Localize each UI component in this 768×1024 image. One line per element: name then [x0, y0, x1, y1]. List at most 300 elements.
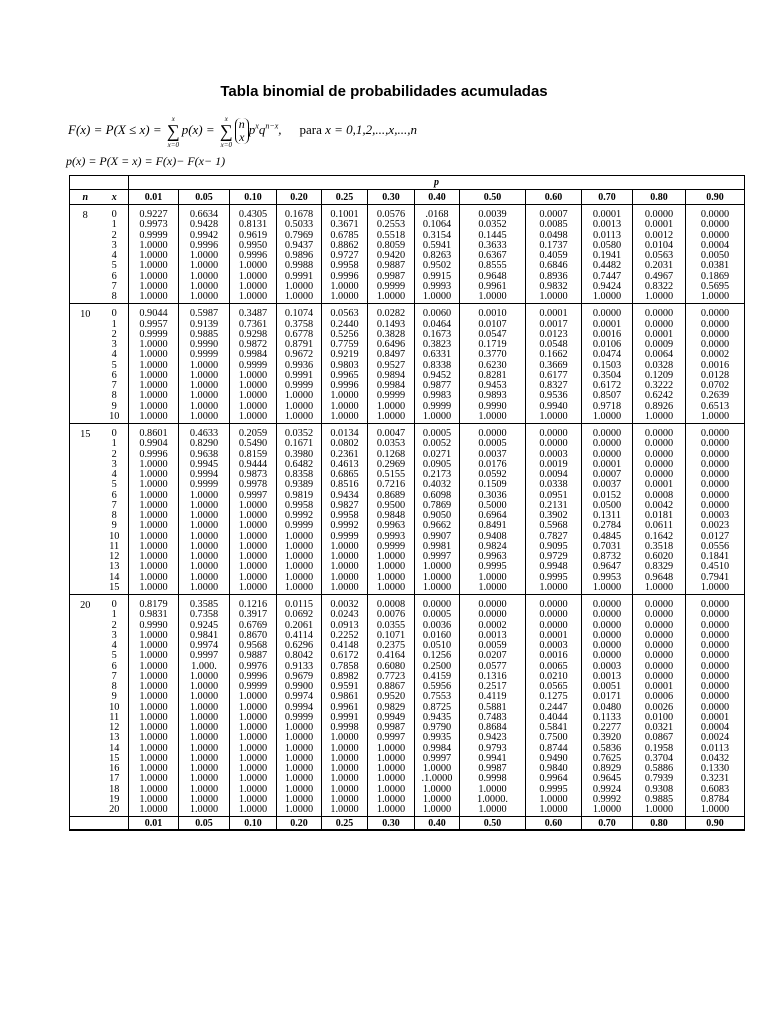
prob-column: [686, 304, 745, 424]
prob-value: 0.8322: [644, 280, 674, 292]
prob-value: 0.9444: [238, 458, 268, 470]
prob-value: 0.9998: [478, 773, 507, 785]
prob-column: [129, 424, 179, 595]
footer-p-1: 0.05: [179, 817, 230, 831]
prob-value: 1.0000: [139, 390, 168, 402]
prob-value: 1.0000: [330, 804, 359, 815]
prob-value: 1.0000: [139, 510, 168, 521]
prob-value: 0.3518: [644, 540, 674, 552]
prob-value: 0.0592: [478, 469, 507, 480]
prob-value: 1.0000: [330, 773, 359, 785]
prob-value: 1.0000: [189, 510, 219, 521]
prob-value: 0.9961: [478, 280, 507, 292]
prob-value: 0.3222: [644, 380, 674, 391]
prob-value: 0.0026: [644, 701, 674, 713]
prob-value: 0.0000: [592, 599, 622, 610]
prob-value: 0.0037: [478, 448, 507, 460]
prob-value: 0.2440: [330, 318, 359, 330]
prob-column: [582, 595, 633, 817]
prob-value: 1.0000: [189, 260, 219, 272]
prob-value: 1.0000: [189, 280, 219, 292]
prob-value: 0.0352: [284, 428, 314, 439]
prob-value: 0.8926: [644, 400, 674, 412]
table-block-n-8: [70, 205, 745, 304]
prob-value: 1.0000: [189, 499, 219, 511]
prob-value: 0.9829: [376, 701, 406, 713]
prob-value: 1.0000: [238, 711, 268, 723]
prob-value: 1.0000: [189, 763, 219, 774]
prob-value: 0.9993: [376, 530, 406, 542]
prob-value: 0.9638: [189, 448, 219, 460]
x-value: 15: [109, 752, 120, 764]
prob-value: 0.0001: [592, 209, 622, 220]
x-value: 4: [111, 250, 117, 261]
prob-value: 0.0000: [592, 308, 622, 320]
x-value: 5: [111, 650, 117, 662]
prob-value: 0.8491: [478, 520, 507, 532]
x-value: 5: [111, 479, 117, 491]
prob-value: 0.0001: [644, 681, 674, 692]
prob-value: 0.0000: [700, 609, 730, 621]
prob-value: 0.0000: [644, 308, 674, 320]
prob-value: 0.4482: [592, 260, 622, 272]
prob-value: 0.6846: [539, 260, 568, 272]
prob-value: 0.9984: [376, 380, 406, 391]
prob-value: 0.0000: [700, 339, 730, 350]
prob-value: 0.8281: [478, 369, 507, 381]
prob-value: 0.3823: [422, 339, 452, 350]
prob-value: 1.0000: [284, 291, 314, 302]
prob-value: 1.0000: [422, 793, 452, 805]
prob-value: 0.0059: [478, 640, 507, 651]
prob-value: 1.0000: [189, 380, 219, 391]
prob-value: 0.0498: [539, 229, 568, 241]
prob-value: 0.9994: [284, 701, 314, 713]
prob-value: 1.0000: [700, 804, 730, 815]
prob-value: 1.0000: [189, 701, 219, 713]
prob-value: 1.0000: [330, 390, 359, 402]
prob-value: 0.1493: [376, 318, 406, 330]
prob-value: 0.1673: [422, 328, 452, 340]
prob-value: 1.0000: [189, 581, 219, 593]
prob-value: 1.0000: [330, 742, 359, 754]
prob-value: 1.0000: [139, 571, 168, 583]
prob-value: 0.0134: [330, 428, 359, 439]
prob-value: 0.9990: [139, 619, 168, 631]
prob-value: 0.9990: [189, 339, 219, 350]
prob-value: 0.3487: [238, 308, 268, 320]
prob-value: 1.0000: [376, 763, 406, 774]
prob-value: 1.0000: [139, 499, 168, 511]
prob-value: 0.0000: [644, 619, 674, 631]
prob-value: 1.0000: [284, 390, 314, 402]
header-p-10: 0.80: [633, 190, 686, 205]
prob-column: [526, 205, 582, 304]
prob-value: 1.0000: [238, 390, 268, 402]
prob-column: [179, 205, 230, 304]
prob-value: 0.8042: [284, 650, 314, 662]
prob-value: 1.0000: [592, 410, 622, 422]
prob-value: 0.0000: [539, 428, 568, 439]
prob-value: 0.2131: [539, 499, 568, 511]
prob-value: 1.0000.: [477, 793, 508, 805]
prob-value: 0.9995: [539, 783, 568, 795]
x-value: 4: [111, 469, 117, 480]
prob-value: 0.9894: [376, 369, 406, 381]
prob-value: 0.9958: [330, 510, 359, 521]
prob-value: 0.0611: [645, 520, 673, 532]
prob-value: 1.0000: [644, 804, 674, 815]
header-p-1: 0.05: [179, 190, 230, 205]
prob-value: 0.1941: [592, 250, 622, 261]
x-value: 11: [109, 540, 120, 552]
prob-value: 0.9729: [539, 551, 568, 562]
prob-value: 0.0181: [644, 510, 674, 521]
x-value: 3: [111, 239, 117, 251]
prob-value: 0.0000: [700, 629, 730, 641]
x-value: 14: [109, 571, 120, 583]
prob-value: 0.9987: [376, 722, 406, 733]
prob-value: 0.5695: [700, 280, 730, 292]
prob-value: 1.0000: [139, 280, 168, 292]
prob-value: 0.1001: [330, 209, 359, 220]
prob-value: 0.6083: [700, 783, 730, 795]
prob-value: 1.0000: [139, 701, 168, 713]
footer-p-10: 0.80: [633, 817, 686, 831]
prob-value: 0.9991: [284, 369, 314, 381]
prob-value: 1.0000: [139, 540, 168, 552]
prob-value: 0.4059: [539, 250, 568, 261]
prob-column: [460, 205, 526, 304]
prob-value: 0.8179: [139, 599, 168, 610]
prob-value: 0.4044: [539, 711, 568, 723]
x-value: 1: [111, 219, 117, 231]
prob-column: [322, 595, 368, 817]
prob-value: 0.0001: [592, 458, 622, 470]
prob-value: 0.0480: [592, 701, 622, 713]
prob-value: 0.0355: [376, 619, 406, 631]
prob-value: 0.4967: [644, 270, 674, 282]
prob-value: 0.9953: [592, 571, 622, 583]
prob-value: 0.9831: [139, 609, 168, 621]
prob-value: 0.0113: [701, 742, 729, 754]
prob-value: 1.0000: [139, 691, 168, 703]
prob-value: 0.6496: [376, 339, 406, 350]
prob-column: [129, 205, 179, 304]
prob-value: 1.0000: [139, 804, 168, 815]
prob-value: 0.9452: [422, 369, 452, 381]
prob-column: [179, 304, 230, 424]
prob-value: 0.9996: [139, 448, 168, 460]
prob-value: 0.5000: [478, 499, 507, 511]
x-value: 11: [109, 711, 120, 723]
x-value: 5: [111, 359, 117, 371]
prob-column: [415, 424, 460, 595]
x-value: 7: [111, 380, 117, 391]
prob-value: 0.9915: [422, 270, 452, 282]
prob-value: 1.0000: [376, 291, 406, 302]
prob-value: 1.0000: [139, 670, 168, 682]
prob-value: 1.0000: [139, 400, 168, 412]
prob-value: 0.9996: [238, 250, 268, 261]
footer-blank-x: [101, 817, 129, 831]
prob-column: [322, 424, 368, 595]
prob-value: 0.8732: [592, 551, 622, 562]
prob-value: 0.9907: [422, 530, 452, 542]
prob-column: [526, 304, 582, 424]
prob-value: 0.8725: [422, 701, 452, 713]
x-value: 4: [111, 349, 117, 361]
prob-value: 0.5256: [330, 328, 359, 340]
prob-value: 0.9997: [238, 489, 268, 501]
x-value: 20: [109, 804, 120, 815]
prob-value: 0.0085: [539, 219, 568, 231]
prob-value: 0.0321: [644, 722, 674, 733]
prob-value: 0.0060: [422, 308, 452, 320]
binomial-table: [69, 175, 745, 831]
prob-value: 1.0000: [139, 479, 168, 491]
prob-column: [460, 424, 526, 595]
prob-value: 0.9999: [238, 359, 268, 371]
prob-value: 1.0000: [422, 804, 452, 815]
prob-value: 1.0000: [238, 291, 268, 302]
prob-value: 0.0000: [700, 318, 730, 330]
x-value: 6: [111, 369, 117, 381]
prob-value: 0.5033: [284, 219, 314, 231]
prob-value: 1.0000: [422, 410, 452, 422]
prob-value: 0.9520: [376, 691, 406, 703]
prob-value: 0.0176: [478, 458, 507, 470]
prob-value: 0.9453: [478, 380, 507, 391]
prob-value: 1.0000: [539, 804, 568, 815]
prob-value: 0.9990: [478, 400, 507, 412]
prob-value: 1.0000: [284, 783, 314, 795]
prob-value: 0.9974: [284, 691, 314, 703]
prob-value: 0.6865: [330, 469, 359, 480]
prob-value: 1.0000: [284, 732, 314, 744]
prob-column: [277, 595, 322, 817]
prob-value: 1.0000: [139, 793, 168, 805]
prob-value: 0.3917: [238, 609, 268, 621]
prob-value: 0.5968: [539, 520, 568, 532]
prob-value: .1.0000: [421, 773, 453, 785]
prob-value: 0.7723: [376, 670, 406, 682]
prob-value: 0.0002: [700, 349, 730, 361]
prob-value: 0.6172: [330, 650, 359, 662]
prob-value: 0.9945: [189, 458, 219, 470]
block-n-value: 10: [70, 304, 101, 424]
x-value: 0: [111, 209, 117, 220]
prob-value: 0.9998: [330, 722, 359, 733]
prob-value: 0.8601: [139, 428, 168, 439]
prob-value: 1.0000: [238, 804, 268, 815]
prob-value: 0.6482: [284, 458, 314, 470]
prob-value: 0.9993: [422, 280, 452, 292]
prob-value: 0.9997: [422, 752, 452, 764]
prob-value: 0.0000: [700, 448, 730, 460]
prob-value: 0.9942: [189, 229, 219, 241]
prob-value: 1.0000: [284, 722, 314, 733]
prob-value: 0.4119: [478, 691, 507, 703]
prob-value: 0.0000: [539, 599, 568, 610]
prob-value: 0.9832: [539, 280, 568, 292]
prob-value: 1.0000: [422, 571, 452, 583]
prob-value: 0.0016: [592, 328, 622, 340]
prob-value: 0.0004: [700, 239, 730, 251]
prob-value: 0.9995: [539, 571, 568, 583]
prob-value: 0.1209: [644, 369, 674, 381]
prob-value: 0.0010: [478, 308, 507, 320]
prob-value: 0.9645: [592, 773, 622, 785]
prob-column: [277, 304, 322, 424]
prob-value: 0.9435: [422, 711, 452, 723]
prob-value: 0.8507: [592, 390, 622, 402]
prob-value: 0.0381: [700, 260, 730, 272]
prob-value: 0.9978: [238, 479, 268, 491]
prob-value: 0.9219: [330, 349, 359, 361]
prob-value: 0.3980: [284, 448, 314, 460]
prob-value: 1.0000: [422, 561, 452, 573]
prob-value: 0.9999: [422, 400, 452, 412]
prob-value: 0.9044: [139, 308, 168, 320]
prob-value: 0.0867: [644, 732, 674, 744]
prob-column: [526, 424, 582, 595]
prob-value: 1.0000: [376, 783, 406, 795]
prob-value: 1.0000: [539, 291, 568, 302]
prob-value: 0.0001: [539, 308, 568, 320]
prob-value: 1.0000: [139, 530, 168, 542]
prob-value: 0.8338: [422, 359, 452, 371]
prob-value: 0.8867: [376, 681, 406, 692]
header-n: n: [70, 190, 101, 205]
prob-column: [526, 595, 582, 817]
prob-value: 0.9672: [284, 349, 314, 361]
prob-value: 0.1719: [478, 339, 507, 350]
prob-value: 0.0000: [478, 428, 507, 439]
prob-value: 0.0000: [592, 619, 622, 631]
prob-value: 1.0000: [539, 793, 568, 805]
prob-value: 1.0000: [330, 400, 359, 412]
prob-value: 1.0000: [376, 793, 406, 805]
prob-value: 0.0000: [592, 428, 622, 439]
prob-value: 0.9999: [284, 380, 314, 391]
prob-value: 0.9095: [539, 540, 568, 552]
prob-value: 0.0000: [644, 609, 674, 621]
formula-px: p(x) =: [181, 121, 218, 137]
x-value: 9: [111, 520, 117, 532]
prob-value: 0.2784: [592, 520, 622, 532]
prob-value: 0.0024: [700, 732, 730, 744]
prob-value: 0.9940: [539, 400, 568, 412]
prob-value: 0.9999: [189, 479, 219, 491]
prob-value: 1.0000: [139, 270, 168, 282]
prob-value: 0.7858: [330, 660, 359, 672]
cumulative-formula: F(x) = P(X ≤ x) = ∑ x x=0 p(x) = ∑ x x=0 n $xp^xq^{n-x}$, para x = 0,1,2,...,x,...,n: [68, 114, 417, 149]
prob-value: 0.2031: [644, 260, 674, 272]
prob-value: 1.0000: [284, 400, 314, 412]
x-value: 1: [111, 318, 117, 330]
footer-p-9: 0.70: [582, 817, 633, 831]
prob-value: 0.9999: [376, 540, 406, 552]
prob-value: 0.9950: [238, 239, 268, 251]
prob-value: 1.0000: [238, 380, 268, 391]
prob-value: 1.0000: [284, 763, 314, 774]
prob-value: 0.9050: [422, 510, 452, 521]
x-value: 6: [111, 270, 117, 282]
x-value: 4: [111, 640, 117, 651]
prob-value: 1.000.: [191, 660, 217, 672]
header-p-11: 0.90: [686, 190, 745, 205]
prob-value: 0.6177: [539, 369, 568, 381]
prob-value: 1.0000: [139, 732, 168, 744]
x-value: 10: [109, 530, 120, 542]
prob-value: 0.9900: [284, 681, 314, 692]
prob-value: 1.0000: [539, 410, 568, 422]
prob-value: 1.0000: [238, 499, 268, 511]
prob-value: 0.9824: [478, 540, 507, 552]
prob-column: [633, 205, 686, 304]
x-value: 12: [109, 722, 120, 733]
prob-value: 1.0000: [376, 773, 406, 785]
prob-value: 0.0210: [539, 670, 568, 682]
prob-value: 0.0905: [422, 458, 452, 470]
prob-value: 0.0576: [376, 209, 406, 220]
header-p-7: 0.50: [460, 190, 526, 205]
prob-value: 0.9999: [189, 349, 219, 361]
prob-value: 0.0042: [644, 499, 674, 511]
prob-value: 0.9976: [238, 660, 268, 672]
prob-value: 0.0243: [330, 609, 359, 621]
prob-value: 1.0000: [330, 410, 359, 422]
prob-value: 0.8059: [376, 239, 406, 251]
prob-value: 1.0000: [139, 489, 168, 501]
prob-value: 0.0547: [478, 328, 507, 340]
prob-value: 0.9536: [539, 390, 568, 402]
prob-value: 0.0076: [376, 609, 406, 621]
formula-para: para: [299, 121, 322, 137]
prob-value: 0.0580: [592, 239, 622, 251]
prob-value: 0.0003: [539, 640, 568, 651]
footer-p-5: 0.30: [368, 817, 415, 831]
prob-value: 1.0000: [422, 581, 452, 593]
prob-value: 1.0000: [139, 469, 168, 480]
block-x-values: [101, 205, 129, 304]
footer-p-4: 0.25: [322, 817, 368, 831]
prob-value: 0.9718: [592, 400, 622, 412]
x-value: 6: [111, 489, 117, 501]
prob-value: 0.6769: [238, 619, 268, 631]
prob-column: [322, 304, 368, 424]
header-p-9: 0.70: [582, 190, 633, 205]
prob-value: 0.0003: [592, 660, 622, 672]
prob-value: 0.0000: [644, 209, 674, 220]
formula-lhs: F(x) = P(X ≤ x) =: [68, 121, 165, 137]
prob-value: 0.1841: [700, 551, 730, 562]
prob-value: 0.4510: [700, 561, 730, 573]
prob-value: 0.9999: [284, 711, 314, 723]
prob-value: 0.0000: [700, 219, 730, 231]
prob-value: 1.0000: [592, 581, 622, 593]
prob-value: 0.6296: [284, 640, 314, 651]
prob-value: 1.0000: [700, 581, 730, 593]
prob-value: 0.9424: [592, 280, 622, 292]
prob-value: 0.6080: [376, 660, 406, 672]
prob-value: 0.0000: [644, 469, 674, 480]
prob-value: 0.0152: [592, 489, 622, 501]
prob-value: 0.0000: [700, 691, 730, 703]
prob-value: 0.9727: [330, 250, 359, 261]
pmf-formula: p(x) = P(X = x) = F(x)− F(x− 1): [66, 154, 226, 168]
